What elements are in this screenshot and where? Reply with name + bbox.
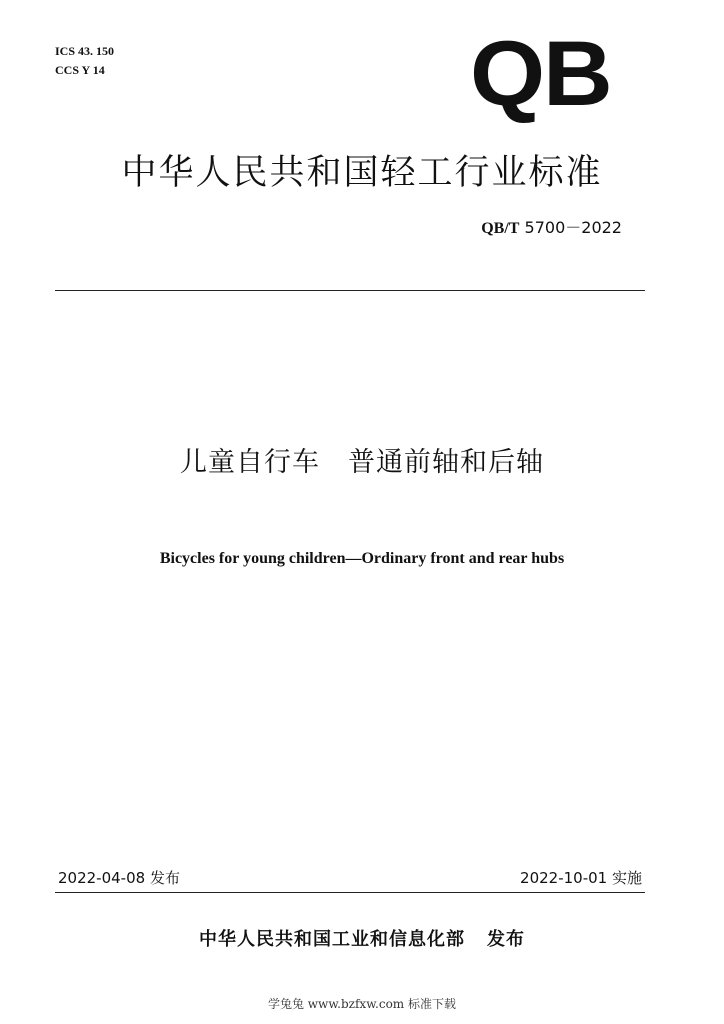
ics-code: ICS 43. 150 [55,44,115,58]
standard-number [481,215,622,238]
issuer-action: 发布 [487,929,525,950]
standard-code: QB/T [481,220,520,237]
document-title-english: Bicycles for young children—Ordinary front and rear hubs [159,550,565,567]
industry-standard-title: 中华人民共和国轻工行业标准 [121,153,603,193]
footer-watermark: 学兔兔 www.bzfxw.com 标准下载 [267,997,457,1011]
classification-block [55,42,114,80]
implement-date: 2022-10-01 实施 [520,869,642,887]
top-divider [55,290,645,291]
standard-number-value: 5700－2022 [524,218,622,237]
issuer [0,925,724,951]
qb-logo: QB [470,23,611,125]
issuer-name: 中华人民共和国工业和信息化部 [199,929,465,950]
document-title-chinese: 儿童自行车 普通前轴和后轴 [180,447,544,478]
ccs-code: CCS Y 14 [55,63,105,77]
bottom-divider [55,892,645,893]
publish-date: 2022-04-08 发布 [58,869,180,887]
